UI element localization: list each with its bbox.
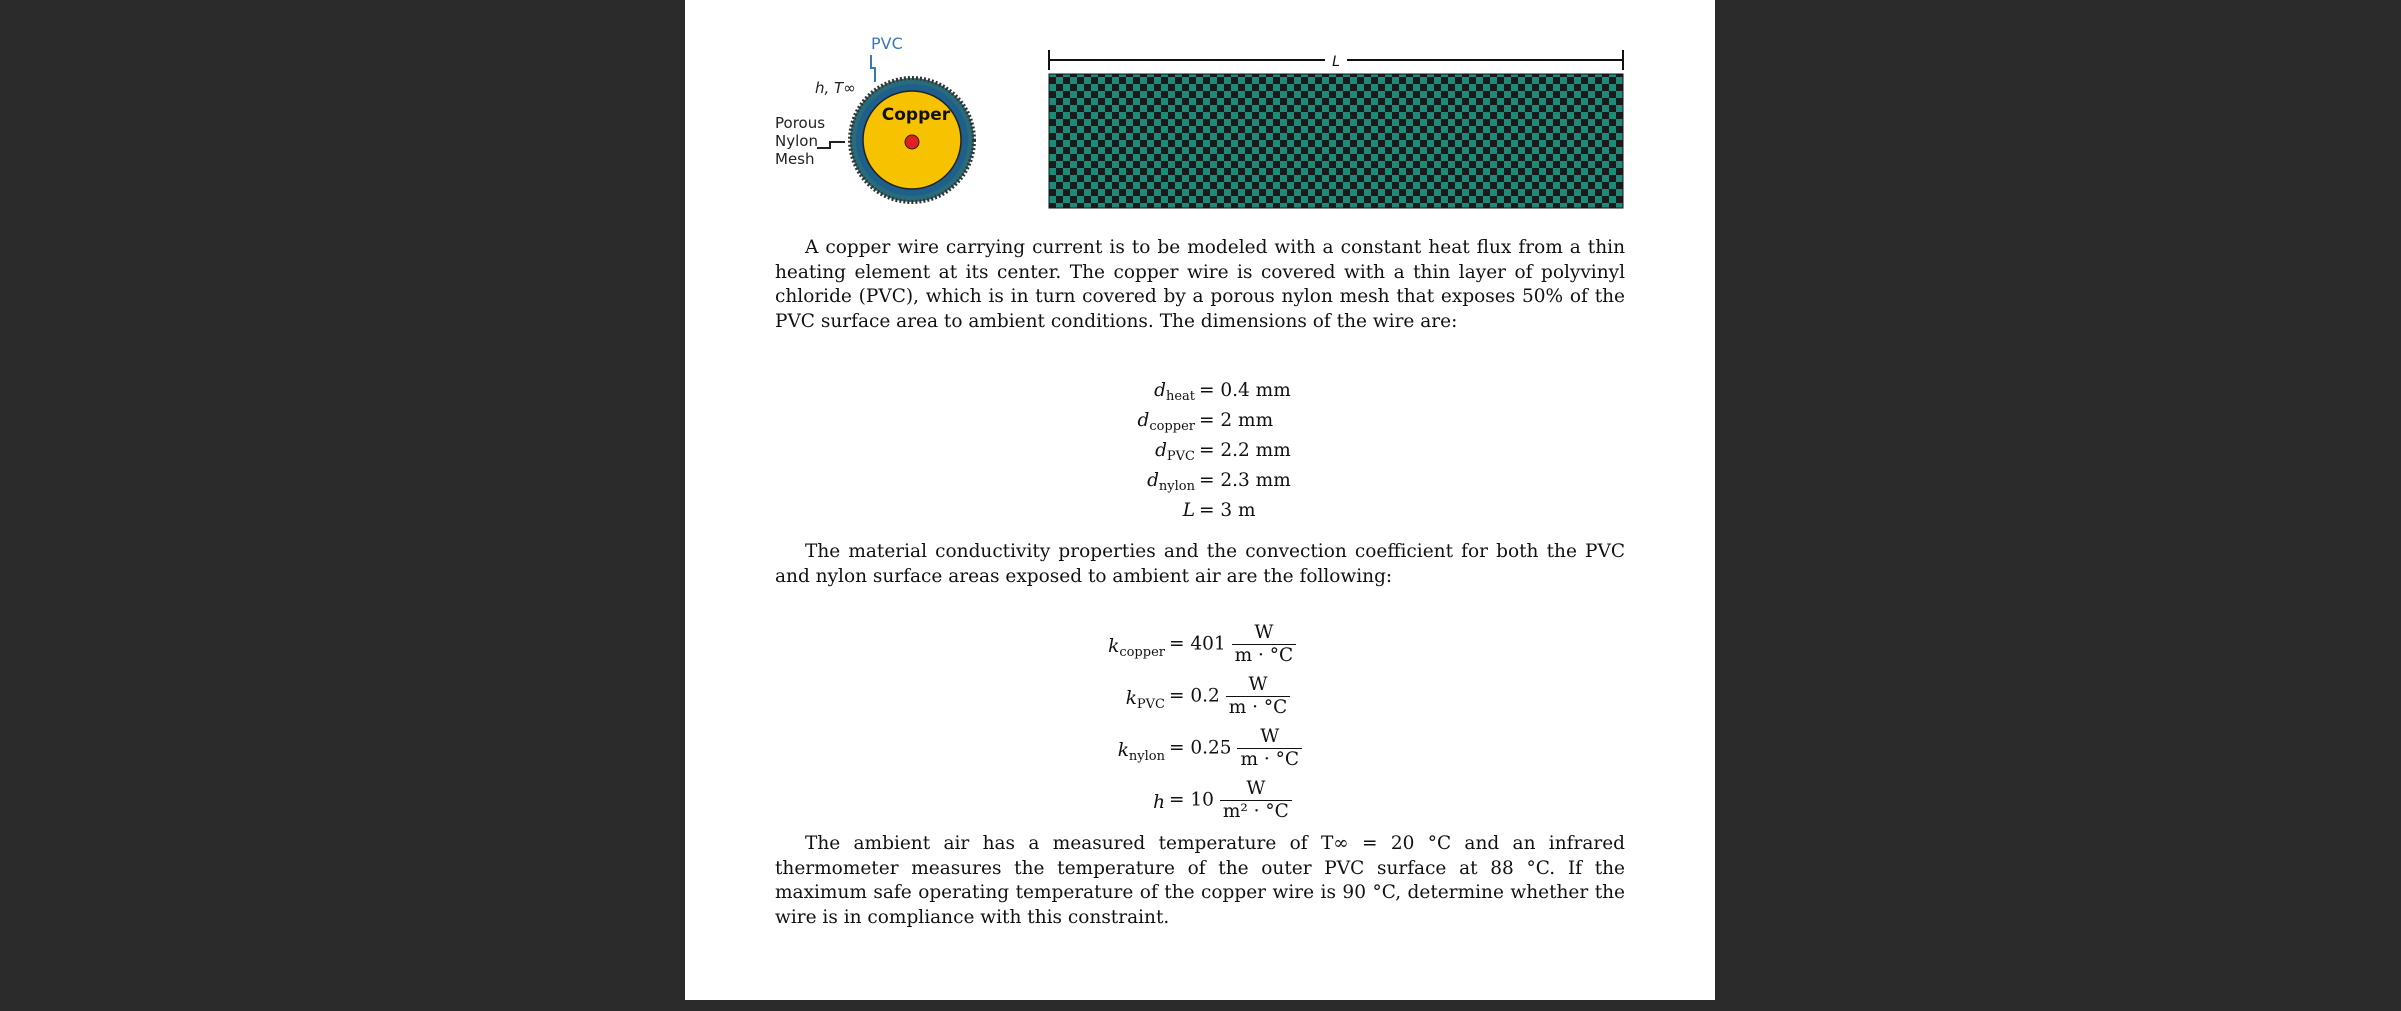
prop-rhs: = 0.2 $\frac{W}{m \cdot ^\circ C}$ [1169, 674, 1290, 719]
mesh-label-line-1: Porous [775, 114, 826, 132]
prop-rhs: = 10 $\frac{W}{\text{m² · °C}}$ [1169, 778, 1292, 823]
dim-lhs: $d_{nylon}$ [1147, 470, 1195, 494]
dim-lhs: $d_{heat}$ [1154, 380, 1195, 404]
dim-lhs: L [1182, 500, 1195, 521]
prop-lhs: $k_{nylon}$ [1117, 740, 1165, 764]
wire-mesh-pattern [1049, 74, 1623, 208]
dim-value: = 0.4 mm [1199, 380, 1291, 401]
wire-cross-section [850, 78, 974, 202]
pvc-label: PVC [871, 34, 903, 53]
prop-rhs: = 0.25 $\frac{W}{m \cdot ^\circ C}$ [1169, 726, 1302, 771]
dim-lhs: $d_{copper}$ [1137, 410, 1195, 434]
dim-value: = 3 m [1199, 500, 1256, 521]
heating-element [905, 135, 919, 149]
dim-value: = 2.3 mm [1199, 470, 1291, 491]
unit-fraction: $\frac{W}{m \cdot ^\circ C}$ [1226, 674, 1291, 719]
intro-paragraph: A copper wire carrying current is to be modeled with a constant heat flux from a thin heating element at its center. The copper wire is covered with a thin layer of polyvinyl chloride (PVC), which is in turn covered by a porous nylon mesh that exposes 50% of the PVC surface area to ambient conditions. The dimensions of the wire are: [775, 237, 1625, 332]
properties-paragraph: The material conductivity properties and the convection coefficient for both the PVC and nylon surface areas exposed to ambient air are the following: [775, 541, 1625, 587]
length-label: L [1332, 54, 1340, 70]
mesh-label-line-3: Mesh [775, 150, 815, 168]
final-paragraph: The ambient air has a measured temperature of T∞ = 20 °C and an infrared thermometer measures the temperature of the outer PVC surface at 88 °C. If the maximum safe operating temperature of the copper wire is 90 °C, determine whether the wire is in compliance with this constraint. [775, 833, 1625, 928]
dim-value: = 2 mm [1199, 410, 1274, 431]
unit-fraction: $\frac{W}{m \cdot ^\circ C}$ [1237, 726, 1302, 771]
pvc-leader-line [871, 55, 875, 82]
convection-label: h, T∞ [815, 79, 856, 97]
wire-figure [685, 0, 1715, 230]
dim-lhs: $d_{PVC}$ [1155, 440, 1195, 464]
mesh-label-line-2: Nylon [775, 132, 818, 150]
prop-lhs: $k_{copper}$ [1108, 636, 1165, 660]
document-page [685, 0, 1715, 1000]
prop-rhs: = 401 $\frac{W}{m \cdot ^\circ C}$ [1169, 622, 1296, 667]
mesh-label [775, 114, 830, 168]
dim-value: = 2.2 mm [1199, 440, 1291, 461]
wire-side-view [1049, 50, 1623, 208]
unit-fraction: $\frac{W}{\text{m² · °C}}$ [1220, 778, 1292, 823]
prop-lhs: $k_{PVC}$ [1125, 688, 1165, 712]
unit-fraction: $\frac{W}{m \cdot ^\circ C}$ [1232, 622, 1297, 667]
copper-label: Copper [881, 105, 951, 125]
prop-lhs: h [1153, 792, 1165, 813]
